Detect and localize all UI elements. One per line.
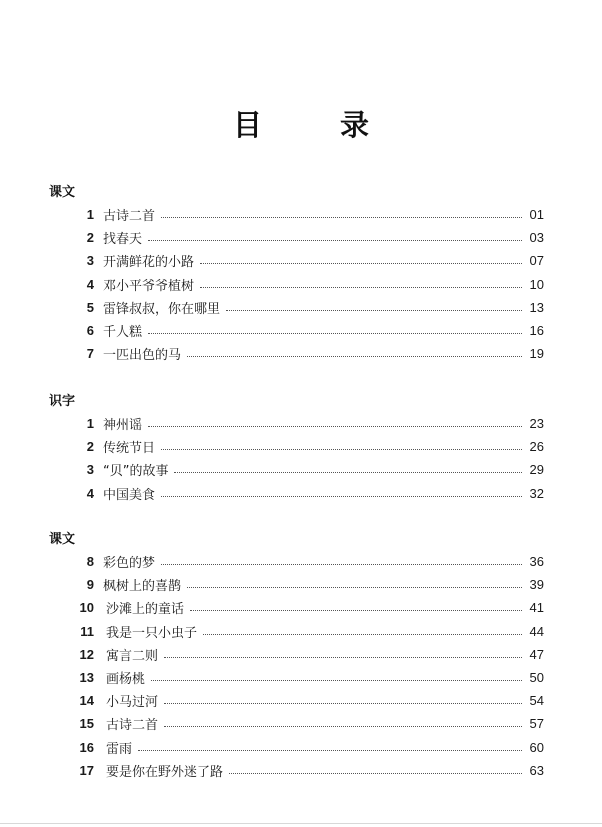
dot-leader bbox=[174, 472, 522, 473]
toc-entry[interactable] bbox=[49, 319, 544, 342]
entry-page: 26 bbox=[529, 439, 544, 455]
entry-title: 枫树上的喜鹊 bbox=[103, 579, 182, 595]
entry-title: 邓小平爷爷植树 bbox=[103, 278, 195, 294]
entry-number: 4 bbox=[86, 276, 94, 292]
toc-entry[interactable] bbox=[49, 643, 544, 666]
toc-section-lessons-1 bbox=[49, 183, 544, 365]
entry-title: 找春天 bbox=[103, 232, 143, 248]
entry-title: “贝”的故事 bbox=[103, 464, 169, 480]
entry-page: 29 bbox=[529, 462, 544, 478]
entry-title: 古诗二首 bbox=[106, 718, 159, 734]
entry-page: 19 bbox=[529, 346, 544, 362]
dot-leader bbox=[161, 449, 522, 450]
entry-number: 4 bbox=[86, 485, 94, 501]
toc-entry[interactable] bbox=[49, 203, 544, 226]
entry-title: 我是一只小虫子 bbox=[106, 625, 198, 641]
toc-entry[interactable] bbox=[49, 273, 544, 296]
dot-leader bbox=[164, 657, 522, 658]
entry-title: 神州谣 bbox=[103, 418, 143, 434]
toc-entry[interactable] bbox=[49, 296, 544, 319]
entry-page: 03 bbox=[529, 230, 544, 246]
dot-leader bbox=[164, 726, 522, 727]
dot-leader bbox=[164, 703, 522, 704]
toc-entry[interactable] bbox=[49, 249, 544, 272]
dot-leader bbox=[161, 217, 522, 218]
entry-title: 雷雨 bbox=[106, 741, 133, 757]
entry-number: 1 bbox=[86, 207, 94, 223]
entry-title: 千人糕 bbox=[103, 325, 143, 341]
toc-entry[interactable] bbox=[49, 412, 544, 435]
entry-title: 彩色的梦 bbox=[103, 556, 156, 572]
entry-page: 39 bbox=[529, 577, 544, 593]
entry-title: 传统节日 bbox=[103, 441, 156, 457]
entry-page: 47 bbox=[529, 646, 544, 662]
entry-number: 13 bbox=[79, 670, 94, 686]
toc-entry[interactable] bbox=[49, 596, 544, 619]
entry-title: 寓言二则 bbox=[106, 648, 159, 664]
entry-page: 41 bbox=[529, 600, 544, 616]
entry-page: 57 bbox=[529, 716, 544, 732]
dot-leader bbox=[190, 610, 522, 611]
entry-page: 16 bbox=[529, 323, 544, 339]
section-heading: 课文 bbox=[49, 532, 76, 547]
dot-leader bbox=[148, 240, 522, 241]
toc-entry[interactable] bbox=[49, 689, 544, 712]
entry-page: 44 bbox=[529, 623, 544, 639]
page-title: 目 录 bbox=[232, 108, 404, 142]
toc-entry[interactable] bbox=[49, 712, 544, 735]
entry-title: 中国美食 bbox=[103, 487, 156, 503]
toc-entry[interactable] bbox=[49, 435, 544, 458]
entry-number: 10 bbox=[79, 600, 94, 616]
dot-leader bbox=[148, 333, 522, 334]
toc-entry[interactable] bbox=[49, 573, 544, 596]
entry-page: 50 bbox=[529, 670, 544, 686]
entry-title: 古诗二首 bbox=[103, 209, 156, 225]
entry-title: 画杨桃 bbox=[106, 672, 146, 688]
entry-page: 01 bbox=[529, 207, 544, 223]
dot-leader bbox=[161, 496, 522, 497]
entry-page: 13 bbox=[529, 299, 544, 315]
dot-leader bbox=[200, 287, 522, 288]
toc-section-lessons-2 bbox=[49, 530, 544, 782]
entry-page: 36 bbox=[529, 554, 544, 570]
entry-number: 5 bbox=[86, 299, 94, 315]
entry-number: 7 bbox=[86, 346, 94, 362]
dot-leader bbox=[187, 356, 522, 357]
entry-page: 60 bbox=[529, 739, 544, 755]
entry-number: 1 bbox=[86, 416, 94, 432]
toc-section-literacy bbox=[49, 392, 544, 505]
toc-entry[interactable] bbox=[49, 550, 544, 573]
entry-title: 沙滩上的童话 bbox=[106, 602, 185, 618]
entry-number: 8 bbox=[86, 554, 94, 570]
entry-title: 开满鲜花的小路 bbox=[103, 255, 195, 271]
dot-leader bbox=[187, 587, 522, 588]
entry-title: 一匹出色的马 bbox=[103, 348, 182, 364]
entry-number: 2 bbox=[86, 230, 94, 246]
dot-leader bbox=[151, 680, 522, 681]
entry-page: 54 bbox=[529, 693, 544, 709]
entry-number: 9 bbox=[86, 577, 94, 593]
dot-leader bbox=[138, 750, 522, 751]
entry-page: 63 bbox=[529, 762, 544, 778]
entry-title: 小马过河 bbox=[106, 695, 159, 711]
dot-leader bbox=[161, 564, 522, 565]
entry-title: 雷锋叔叔，你在哪里 bbox=[103, 301, 221, 317]
toc-entry[interactable] bbox=[49, 482, 544, 505]
toc-entry[interactable] bbox=[49, 736, 544, 759]
dot-leader bbox=[226, 310, 522, 311]
dot-leader bbox=[203, 634, 522, 635]
page-bottom-rule bbox=[0, 823, 602, 824]
toc-entry[interactable] bbox=[49, 342, 544, 365]
entry-title: 要是你在野外迷了路 bbox=[106, 764, 224, 780]
entry-number: 3 bbox=[86, 253, 94, 269]
entry-page: 10 bbox=[529, 276, 544, 292]
toc-entry[interactable] bbox=[49, 666, 544, 689]
toc-entry[interactable] bbox=[49, 226, 544, 249]
toc-entry[interactable] bbox=[49, 759, 544, 782]
entry-page: 32 bbox=[529, 485, 544, 501]
entry-number: 12 bbox=[79, 646, 94, 662]
entry-number: 15 bbox=[79, 716, 94, 732]
entry-number: 2 bbox=[86, 439, 94, 455]
dot-leader bbox=[200, 263, 522, 264]
toc-entry[interactable] bbox=[49, 458, 544, 481]
entry-number: 17 bbox=[79, 762, 94, 778]
entry-number: 14 bbox=[79, 693, 94, 709]
entry-page: 07 bbox=[529, 253, 544, 269]
entry-number: 16 bbox=[79, 739, 94, 755]
entry-page: 23 bbox=[529, 416, 544, 432]
dot-leader bbox=[229, 773, 522, 774]
entry-number: 3 bbox=[86, 462, 94, 478]
section-heading: 课文 bbox=[49, 185, 76, 200]
entry-number: 6 bbox=[86, 323, 94, 339]
dot-leader bbox=[148, 426, 522, 427]
toc-entry[interactable] bbox=[49, 620, 544, 643]
entry-number: 11 bbox=[80, 623, 94, 639]
section-heading: 识字 bbox=[49, 394, 76, 409]
